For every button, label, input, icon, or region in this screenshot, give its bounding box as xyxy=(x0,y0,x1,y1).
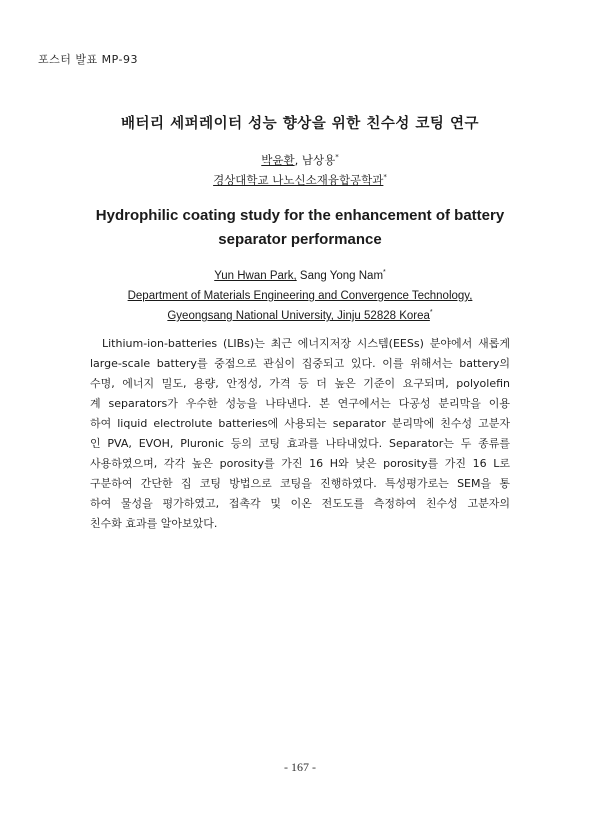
korean-affiliation-mark: * xyxy=(383,173,387,182)
abstract-line: 하여 물성을 평가하였고, 접촉각 및 이온 전도도를 측정하여 친수성 고분자의 xyxy=(90,497,510,510)
korean-author-1: 박윤환 xyxy=(261,153,295,167)
english-author-line xyxy=(0,266,600,286)
english-title-line-1: Hydrophilic coating study for the enhancement of battery xyxy=(95,207,505,224)
english-corresponding-mark: * xyxy=(383,269,386,277)
english-affiliation-1: Department of Materials Engineering and Convergence Technology, xyxy=(127,290,473,302)
english-affiliation-2: Gyeongsang National University, Jinju 52828 Korea xyxy=(167,310,430,322)
english-affiliation-line-2 xyxy=(0,306,600,326)
korean-author-separator: , xyxy=(294,153,302,167)
english-affiliation-line-1 xyxy=(0,286,600,306)
abstract-line: 하여 liquid electrolute batteries에 사용되는 separator 분리막에 친수성 고분자 xyxy=(90,417,510,430)
english-author-1: Yun Hwan Park, xyxy=(214,270,297,282)
abstract-line: 구분하여 간단한 집 코팅 방법으로 코팅을 진행하였다. 특성평가로는 SEM을 통 xyxy=(90,477,510,490)
abstract-line: 친수화 효과를 알아보았다. xyxy=(90,517,218,530)
abstract-line: 수명, 에너지 밀도, 용량, 안정성, 가격 등 더 높은 기준이 요구되며, polyolefin xyxy=(90,377,510,390)
page-number: - 167 - xyxy=(284,760,316,774)
session-label: 포스터 발표 MP-93 xyxy=(38,53,138,66)
korean-author-line xyxy=(0,150,600,170)
korean-authors-block xyxy=(0,150,600,190)
korean-author-2: 남상용 xyxy=(301,153,336,167)
english-title-line-2: separator performance xyxy=(218,231,382,248)
english-author-2: Sang Yong Nam xyxy=(296,270,384,282)
abstract-line: 사용하였으며, 각각 높은 porosity를 가진 16 H와 낮은 porosity를 가진 16 L로 xyxy=(90,457,510,470)
abstract-line: 계 separators가 우수한 성능을 나타낸다. 본 연구에서는 다공성 분리막을 이용 xyxy=(90,397,510,410)
abstract-body xyxy=(90,334,510,534)
abstract-line: large-scale battery를 중점으로 관심이 집중되고 있다. 이를 위해서는 battery의 xyxy=(90,357,510,370)
korean-affiliation: 경상대학교 나노신소재융합공학과 xyxy=(213,173,384,187)
english-title xyxy=(60,204,540,252)
english-affiliation-mark: * xyxy=(429,309,433,317)
korean-title: 배터리 세퍼레이터 성능 향상을 위한 친수성 코팅 연구 xyxy=(121,116,479,132)
korean-affiliation-line xyxy=(0,170,600,190)
abstract-line: Lithium-ion-batteries (LIBs)는 최근 에너지저장 시스템(EESs) 분야에서 새롭게 xyxy=(102,337,510,350)
korean-corresponding-mark: * xyxy=(335,153,339,162)
english-authors-block xyxy=(0,266,600,326)
abstract-line: 인 PVA, EVOH, Pluronic 등의 코팅 효과를 나타내었다. Separator는 두 종류를 xyxy=(90,437,510,450)
